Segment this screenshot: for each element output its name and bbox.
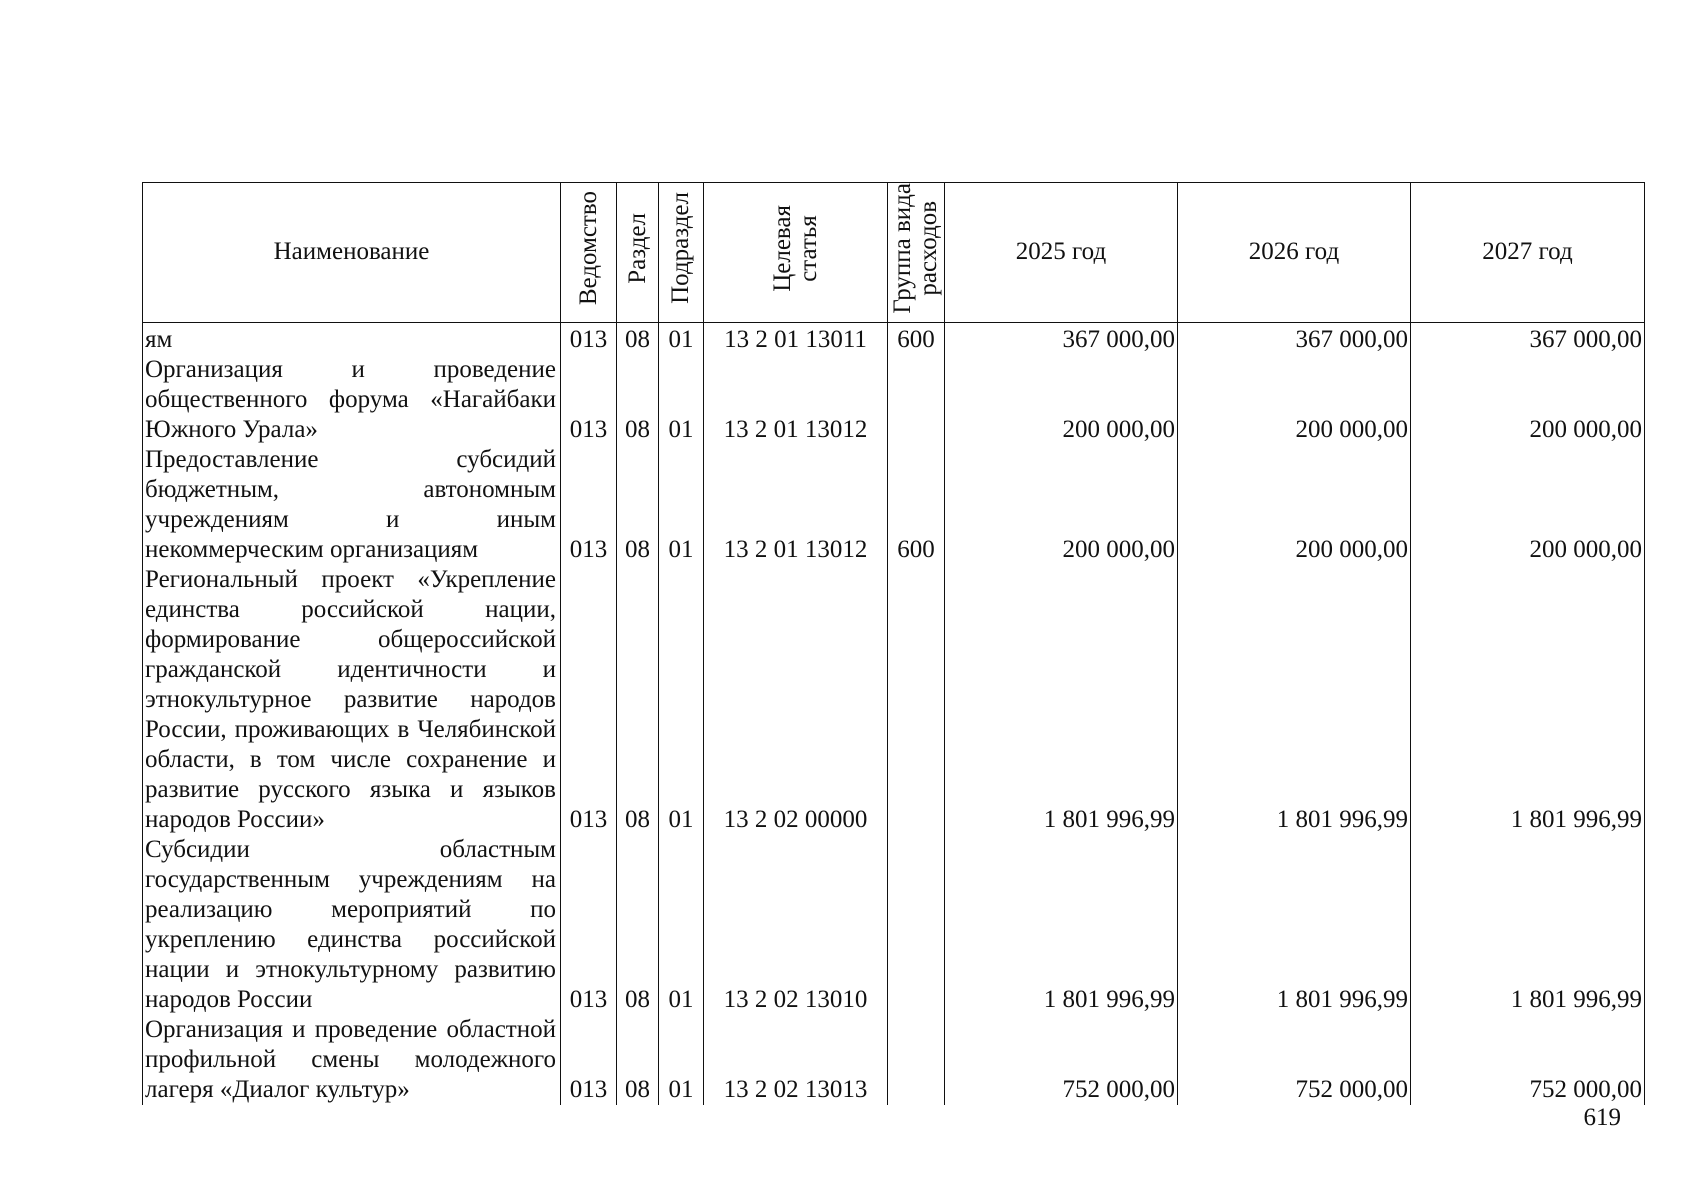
header-expense-group-label: Группа вида расходов xyxy=(889,183,942,314)
row-target: 13 2 02 13010 xyxy=(704,835,888,1015)
row-amount-2027: 1 801 996,99 xyxy=(1411,835,1645,1015)
page-number: 619 xyxy=(1583,1104,1621,1131)
row-amount-2026: 200 000,00 xyxy=(1178,355,1411,445)
row-target: 13 2 01 13012 xyxy=(704,445,888,565)
header-2025 xyxy=(945,183,1178,323)
row-subsection: 01 xyxy=(659,565,704,835)
row-amount-2027: 367 000,00 xyxy=(1411,322,1645,355)
row-amount-2025: 367 000,00 xyxy=(945,322,1178,355)
row-section: 08 xyxy=(617,1015,659,1105)
header-target-label: Целевая статья xyxy=(768,204,822,292)
row-subsection: 01 xyxy=(659,835,704,1015)
row-target: 13 2 02 00000 xyxy=(704,565,888,835)
row-amount-2027: 1 801 996,99 xyxy=(1411,565,1645,835)
header-2025-label: 2025 год xyxy=(1015,238,1107,266)
row-amount-2026: 367 000,00 xyxy=(1178,322,1411,355)
row-expense-group: 600 xyxy=(888,322,945,355)
budget-table xyxy=(142,182,1645,1105)
row-expense-group xyxy=(888,355,945,445)
table-header-row xyxy=(143,183,1645,323)
row-section: 08 xyxy=(617,322,659,355)
row-name: Организация и проведение областной профильной смены молодежного лагеря «Диалог культур» xyxy=(143,1015,561,1105)
row-section: 08 xyxy=(617,445,659,565)
row-expense-group xyxy=(888,565,945,835)
row-dept: 013 xyxy=(561,835,617,1015)
table-row xyxy=(143,835,1645,1015)
row-amount-2026: 200 000,00 xyxy=(1178,445,1411,565)
header-target xyxy=(704,183,888,323)
row-dept: 013 xyxy=(561,322,617,355)
header-name xyxy=(143,183,561,323)
row-name: Региональный проект «Укрепление единства российской нации, формирование общероссийской гражданской идентичности и этнокультурное развитие народов России, проживающих в Челябинской области, в том числе сохранение и развитие русского языка и языков народов России» xyxy=(143,565,561,835)
row-amount-2026: 1 801 996,99 xyxy=(1178,835,1411,1015)
row-amount-2025: 200 000,00 xyxy=(945,445,1178,565)
header-section-label: Раздел xyxy=(623,212,651,284)
row-subsection: 01 xyxy=(659,445,704,565)
row-amount-2026: 752 000,00 xyxy=(1178,1015,1411,1105)
header-2027-label: 2027 год xyxy=(1482,238,1573,266)
header-dept-label: Ведомство xyxy=(574,191,602,306)
row-target: 13 2 01 13011 xyxy=(704,322,888,355)
row-subsection: 01 xyxy=(659,1015,704,1105)
row-amount-2025: 200 000,00 xyxy=(945,355,1178,445)
row-dept: 013 xyxy=(561,1015,617,1105)
table-row xyxy=(143,565,1645,835)
table-row xyxy=(143,1015,1645,1105)
row-target: 13 2 02 13013 xyxy=(704,1015,888,1105)
row-name: Организация и проведение общественного форума «Нагайбаки Южного Урала» xyxy=(143,355,561,445)
row-amount-2027: 200 000,00 xyxy=(1411,355,1645,445)
row-amount-2025: 752 000,00 xyxy=(945,1015,1178,1105)
row-name: Субсидии областным государственным учреждениям на реализацию мероприятий по укреплению единства российской нации и этнокультурному развитию народов России xyxy=(143,835,561,1015)
header-2026-label: 2026 год xyxy=(1248,238,1340,266)
row-expense-group xyxy=(888,1015,945,1105)
row-amount-2025: 1 801 996,99 xyxy=(945,565,1178,835)
header-section xyxy=(617,183,659,323)
table-row xyxy=(143,355,1645,445)
row-name: ям xyxy=(143,322,561,355)
table-row xyxy=(143,322,1645,355)
row-section: 08 xyxy=(617,355,659,445)
header-name-label: Наименование xyxy=(273,238,430,266)
row-amount-2027: 200 000,00 xyxy=(1411,445,1645,565)
table-row xyxy=(143,445,1645,565)
row-expense-group xyxy=(888,835,945,1015)
row-dept: 013 xyxy=(561,355,617,445)
header-subsection xyxy=(659,183,704,323)
row-amount-2026: 1 801 996,99 xyxy=(1178,565,1411,835)
row-subsection: 01 xyxy=(659,355,704,445)
row-section: 08 xyxy=(617,835,659,1015)
row-expense-group: 600 xyxy=(888,445,945,565)
row-amount-2027: 752 000,00 xyxy=(1411,1015,1645,1105)
row-target: 13 2 01 13012 xyxy=(704,355,888,445)
header-expense-group xyxy=(888,183,945,323)
row-dept: 013 xyxy=(561,445,617,565)
row-section: 08 xyxy=(617,565,659,835)
header-2027 xyxy=(1411,183,1645,323)
header-2026 xyxy=(1178,183,1411,323)
row-amount-2025: 1 801 996,99 xyxy=(945,835,1178,1015)
header-subsection-label: Подраздел xyxy=(667,192,694,305)
row-subsection: 01 xyxy=(659,322,704,355)
row-name: Предоставление субсидий бюджетным, автономным учреждениям и иным некоммерческим организациям xyxy=(143,445,561,565)
header-dept xyxy=(561,183,617,323)
row-dept: 013 xyxy=(561,565,617,835)
